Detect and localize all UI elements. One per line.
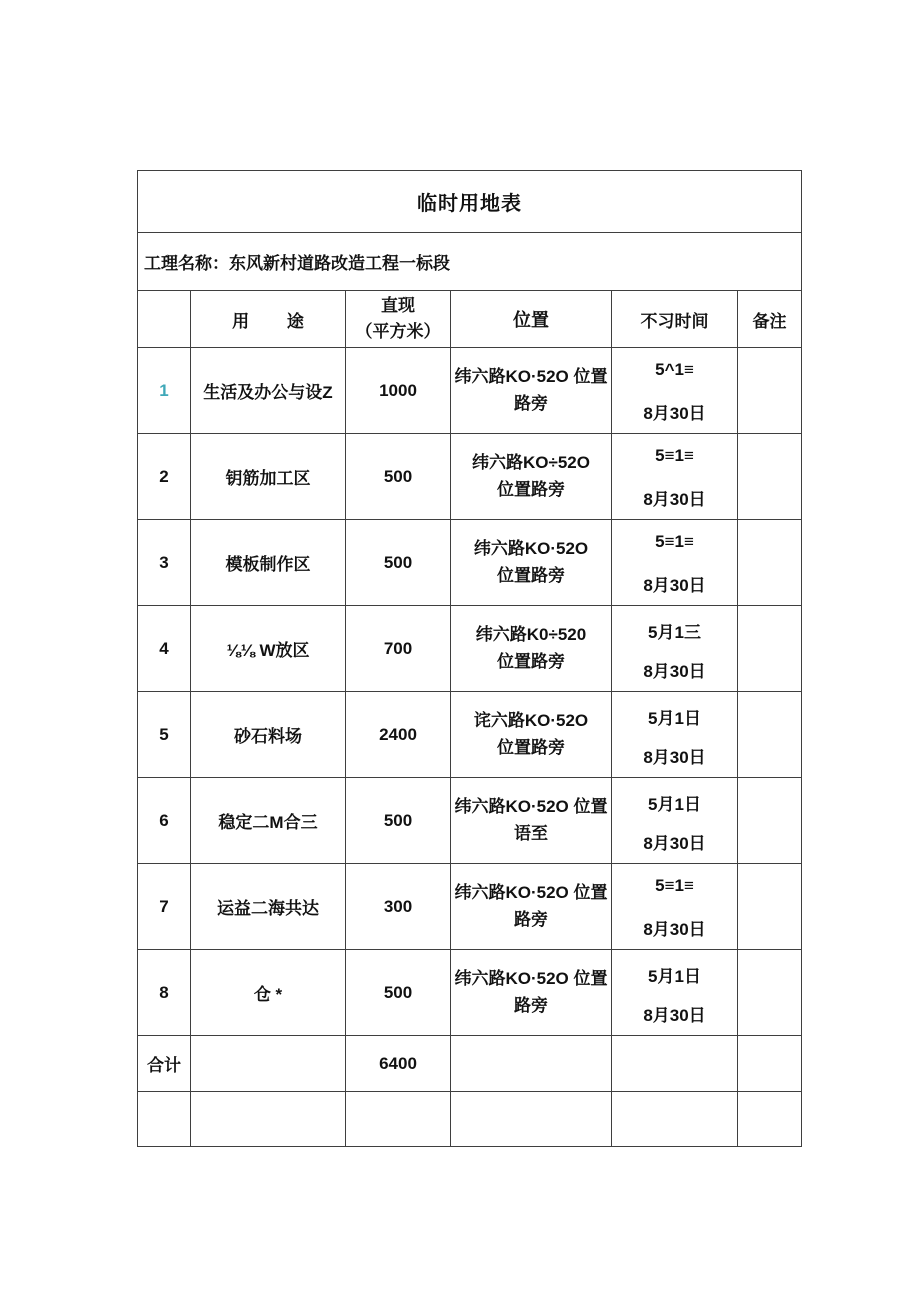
total-time-cell [612,1036,738,1092]
total-label: 合计 [138,1036,191,1092]
cell-location [451,950,612,1036]
total-remark-cell [738,1036,802,1092]
total-use-cell [191,1036,346,1092]
empty-cell [346,1092,451,1147]
cell-remark [738,606,802,692]
row-location-line1: 纬六路KO÷52O [472,453,590,473]
cell-area: 700 [346,606,451,692]
cell-area: 500 [346,434,451,520]
cell-use: 砂石料场 [191,692,346,778]
row-location-line1: 纬六路KO·52O 位置 [454,367,608,387]
row-index: 2 [159,466,169,486]
header-area-line1: 直现 [381,295,415,315]
cell-use: 仓 * [191,950,346,1036]
cell-area: 2400 [346,692,451,778]
row-time-end: 8月30日 [643,919,706,939]
row-location-line2: 位置路旁 [497,651,565,671]
cell-remark [738,778,802,864]
table-row [138,692,802,778]
total-row [138,1036,802,1092]
row-time-start: 5月1三 [648,622,701,642]
row-location-line2: 路旁 [514,995,548,1015]
empty-cell [138,1092,191,1147]
cell-use: 钥筋加工区 [191,434,346,520]
row-location-line1: 诧六路KO·52O [473,711,589,731]
table-row [138,950,802,1036]
row-location-line2: 语至 [514,823,548,843]
row-index: 8 [159,982,169,1002]
cell-index [138,348,191,434]
row-time-start: 5月1日 [648,966,701,986]
row-location-line2: 位置路旁 [497,479,565,499]
total-area: 6400 [346,1036,451,1092]
header-area [346,291,451,348]
cell-use: 稳定二M合三 [191,778,346,864]
table-row [138,520,802,606]
cell-remark [738,692,802,778]
row-location-line1: 纬六路KO·52O [473,539,589,559]
row-time-start: 5≡1≡ [655,531,694,551]
header-remark: 备注 [738,291,802,348]
row-time-end: 8月30日 [643,575,706,595]
cell-location [451,348,612,434]
cell-time [612,692,738,778]
cell-time [612,864,738,950]
row-index: 4 [159,638,169,658]
table-row [138,348,802,434]
row-index: 1 [159,380,169,400]
row-location-line1: 纬六路K0÷520 [475,625,587,645]
row-location-line2: 路旁 [514,393,548,413]
cell-index [138,864,191,950]
cell-index [138,950,191,1036]
cell-use: ⅛⅛ W放区 [191,606,346,692]
row-index: 7 [159,896,169,916]
row-time-start: 5月1日 [648,708,701,728]
cell-remark [738,520,802,606]
cell-time [612,950,738,1036]
header-time: 不习时间 [612,291,738,348]
row-time-start: 5≡1≡ [655,445,694,465]
cell-area: 1000 [346,348,451,434]
cell-time [612,520,738,606]
row-time-end: 8月30日 [643,833,706,853]
row-time-start: 5^1≡ [655,359,694,379]
header-row [138,291,802,348]
cell-index [138,606,191,692]
cell-use: 生活及办公与设Z [191,348,346,434]
cell-location [451,778,612,864]
empty-cell [191,1092,346,1147]
cell-remark [738,348,802,434]
cell-time [612,434,738,520]
row-time-start: 5≡1≡ [655,875,694,895]
table-row [138,434,802,520]
total-location-cell [451,1036,612,1092]
row-location-line1: 纬六路KO·52O 位置 [454,883,608,903]
table-row [138,864,802,950]
cell-area: 500 [346,520,451,606]
cell-location [451,520,612,606]
cell-use: 模板制作区 [191,520,346,606]
empty-row [138,1092,802,1147]
project-row [138,233,802,291]
empty-cell [612,1092,738,1147]
cell-index [138,692,191,778]
row-time-end: 8月30日 [643,747,706,767]
temporary-land-use-table [137,170,802,1147]
table-row [138,606,802,692]
cell-time [612,606,738,692]
cell-remark [738,950,802,1036]
cell-index [138,778,191,864]
table-row [138,778,802,864]
row-time-end: 8月30日 [643,1005,706,1025]
title-row [138,171,802,233]
row-index: 3 [159,552,169,572]
row-index: 5 [159,724,169,744]
row-time-start: 5月1日 [648,794,701,814]
cell-time [612,348,738,434]
cell-location [451,864,612,950]
cell-remark [738,434,802,520]
row-time-end: 8月30日 [643,403,706,423]
header-use [191,291,346,348]
cell-use: 运益二海共达 [191,864,346,950]
row-time-end: 8月30日 [643,661,706,681]
cell-location [451,434,612,520]
cell-index [138,434,191,520]
cell-location [451,606,612,692]
row-location-line2: 路旁 [514,909,548,929]
empty-cell [738,1092,802,1147]
header-area-line2: （平方米） [355,322,441,341]
cell-index [138,520,191,606]
project-name: 工理名称：东风新村道路改造工程一标段 [138,233,802,291]
header-location: 位置 [451,291,612,348]
cell-location [451,692,612,778]
row-time-end: 8月30日 [643,489,706,509]
cell-time [612,778,738,864]
cell-area: 500 [346,950,451,1036]
row-location-line1: 纬六路KO·52O 位置 [454,797,608,817]
table-title: 临时用地表 [138,171,802,233]
empty-cell [451,1092,612,1147]
header-index [138,291,191,348]
row-index: 6 [159,810,169,830]
row-location-line2: 位置路旁 [497,565,565,585]
cell-area: 300 [346,864,451,950]
cell-area: 500 [346,778,451,864]
cell-remark [738,864,802,950]
row-location-line1: 纬六路KO·52O 位置 [454,969,608,989]
header-use-label: 用 途 [232,311,304,331]
row-location-line2: 位置路旁 [497,737,565,757]
